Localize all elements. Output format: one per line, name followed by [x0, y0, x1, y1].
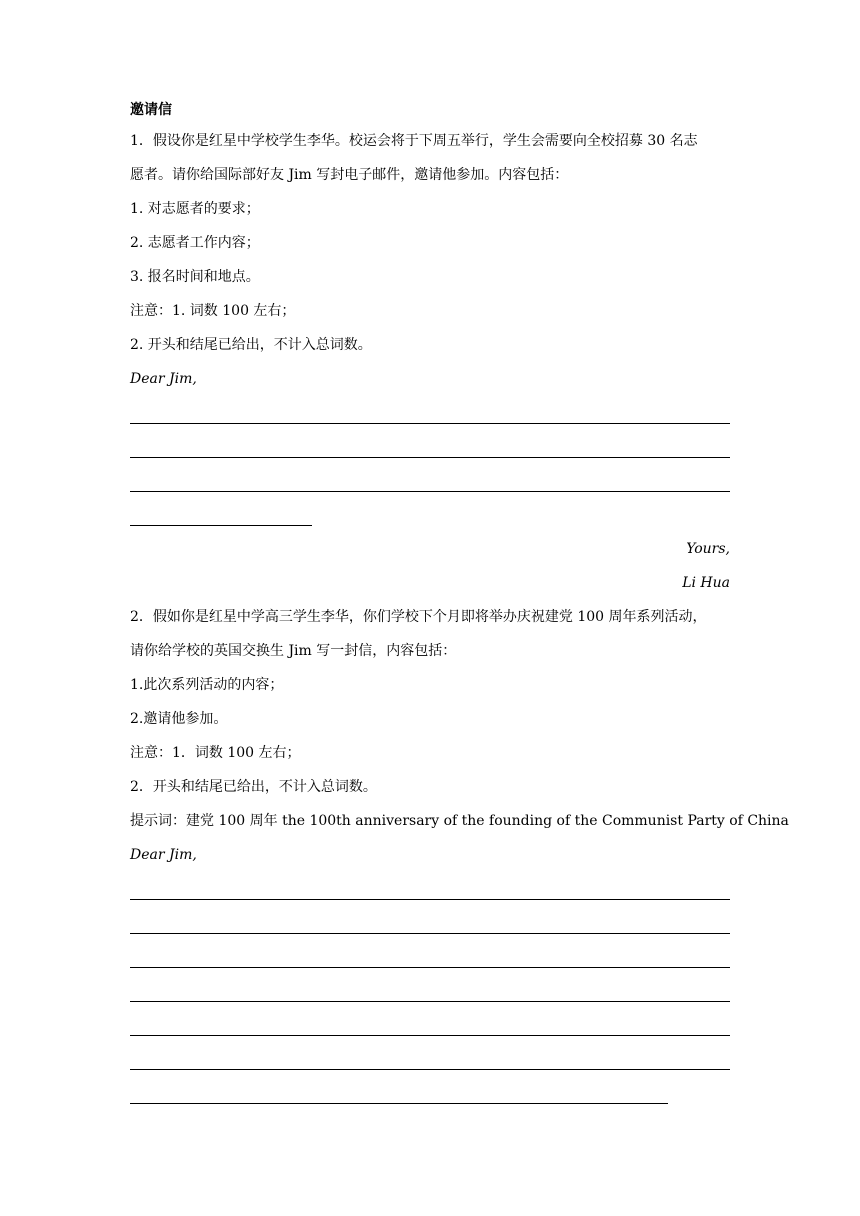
task1-note-2: 2. 开头和结尾已给出，不计入总词数。 — [130, 337, 372, 353]
task2-prompt-line2: 请你给学校的英国交换生 Jim 写一封信，内容包括： — [130, 643, 457, 659]
task1-salutation: Dear Jim, — [130, 371, 197, 387]
task2-writing-line[interactable] — [130, 879, 730, 913]
document-page — [130, 100, 789, 1117]
task1-writing-line-short[interactable] — [130, 505, 730, 539]
task2-note-2: 2．开头和结尾已给出，不计入总词数。 — [130, 779, 377, 795]
task2-writing-line[interactable] — [130, 913, 730, 947]
task1-writing-line[interactable] — [130, 403, 730, 437]
task1-prompt-line2: 愿者。请你给国际部好友 Jim 写封电子邮件，邀请他参加。内容包括： — [130, 167, 569, 183]
task1-note-1: 注意：1. 词数 100 左右； — [130, 303, 296, 319]
task2-writing-line[interactable] — [130, 1015, 730, 1049]
task2-writing-line[interactable] — [130, 947, 730, 981]
task2-writing-line[interactable] — [130, 981, 730, 1015]
task2-salutation: Dear Jim, — [130, 847, 197, 863]
task1-item-1: 1. 对志愿者的要求； — [130, 201, 260, 217]
task2-writing-line-short[interactable] — [130, 1083, 730, 1117]
task2-hint: 提示词：建党 100 周年 the 100th anniversary of the founding of the Communist Party of China — [130, 813, 789, 829]
task1-signature: Li Hua — [682, 575, 730, 591]
section-heading: 邀请信 — [130, 102, 172, 118]
task2-prompt-line1: 2．假如你是红星中学高三学生李华，你们学校下个月即将举办庆祝建党 100 周年系列活动， — [130, 609, 707, 625]
task1-item-3: 3. 报名时间和地点。 — [130, 269, 260, 285]
task1-writing-line[interactable] — [130, 471, 730, 505]
task1-writing-line[interactable] — [130, 437, 730, 471]
task2-writing-line[interactable] — [130, 1049, 730, 1083]
task1-closing: Yours, — [686, 541, 730, 557]
task1-item-2: 2. 志愿者工作内容； — [130, 235, 260, 251]
task2-item-1: 1.此次系列活动的内容； — [130, 677, 284, 693]
task2-item-2: 2.邀请他参加。 — [130, 711, 228, 727]
task2-note-1: 注意：1．词数 100 左右； — [130, 745, 301, 761]
task1-prompt-line1: 1．假设你是红星中学校学生李华。校运会将于下周五举行，学生会需要向全校招募 30 名志 — [130, 133, 698, 149]
